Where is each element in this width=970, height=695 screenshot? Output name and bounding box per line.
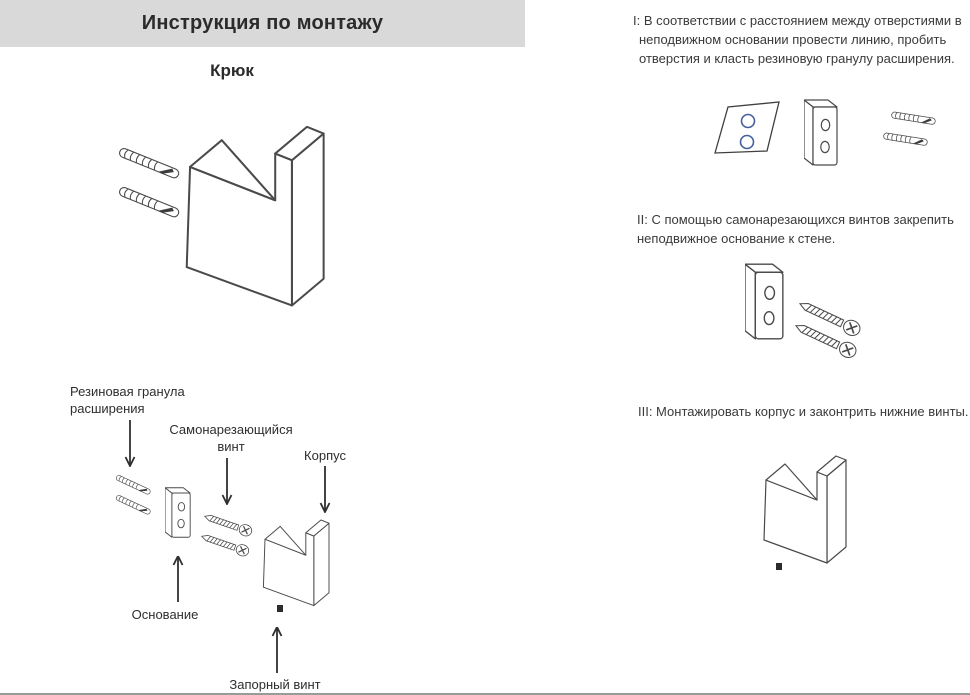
arrow-up-icon (171, 556, 185, 603)
label-set-screw: Запорный винт (229, 677, 321, 692)
arrow-down-icon (318, 466, 332, 513)
arrow-down-icon (123, 420, 137, 467)
label-body: Корпус (304, 448, 346, 463)
drill-template-drawing (702, 97, 782, 155)
label-rubber-anchor: Резиновая гранула расширения (70, 384, 185, 416)
hook-assembled-drawing (155, 110, 342, 319)
product-title: Крюк (210, 61, 254, 80)
page-bottom-border (0, 693, 970, 695)
base-plate-drawing (804, 99, 838, 166)
label-base: Основание (131, 607, 199, 622)
page-title: Инструкция по монтажу (141, 12, 384, 34)
wall-anchor-drawing (882, 130, 932, 149)
step-3-text: III: Монтажировать корпус и законтрить нижние винты. (638, 404, 969, 419)
base-plate-drawing (745, 263, 784, 340)
wall-anchor-drawing (890, 109, 940, 128)
arrow-up-icon (270, 627, 284, 674)
arrow-down-icon (220, 458, 234, 505)
label-self-tapping-screw: Самонарезающийся винт (169, 422, 293, 454)
hook-body-drawing (745, 446, 857, 571)
step-2-text: II: С помощью самонарезающихся винтов закрепить неподвижное основание к стене. (637, 212, 954, 246)
set-screw-drawing (776, 563, 782, 570)
set-screw-drawing (277, 605, 283, 612)
hook-body-drawing (248, 512, 338, 612)
base-plate-drawing (165, 487, 191, 538)
step-1-text: I: В соответствии с расстоянием между отверстиями в неподвижном основании провести линию, пробить отверстия и класть резиновую гранулу расширения. (633, 13, 962, 66)
header-bar (0, 0, 525, 47)
